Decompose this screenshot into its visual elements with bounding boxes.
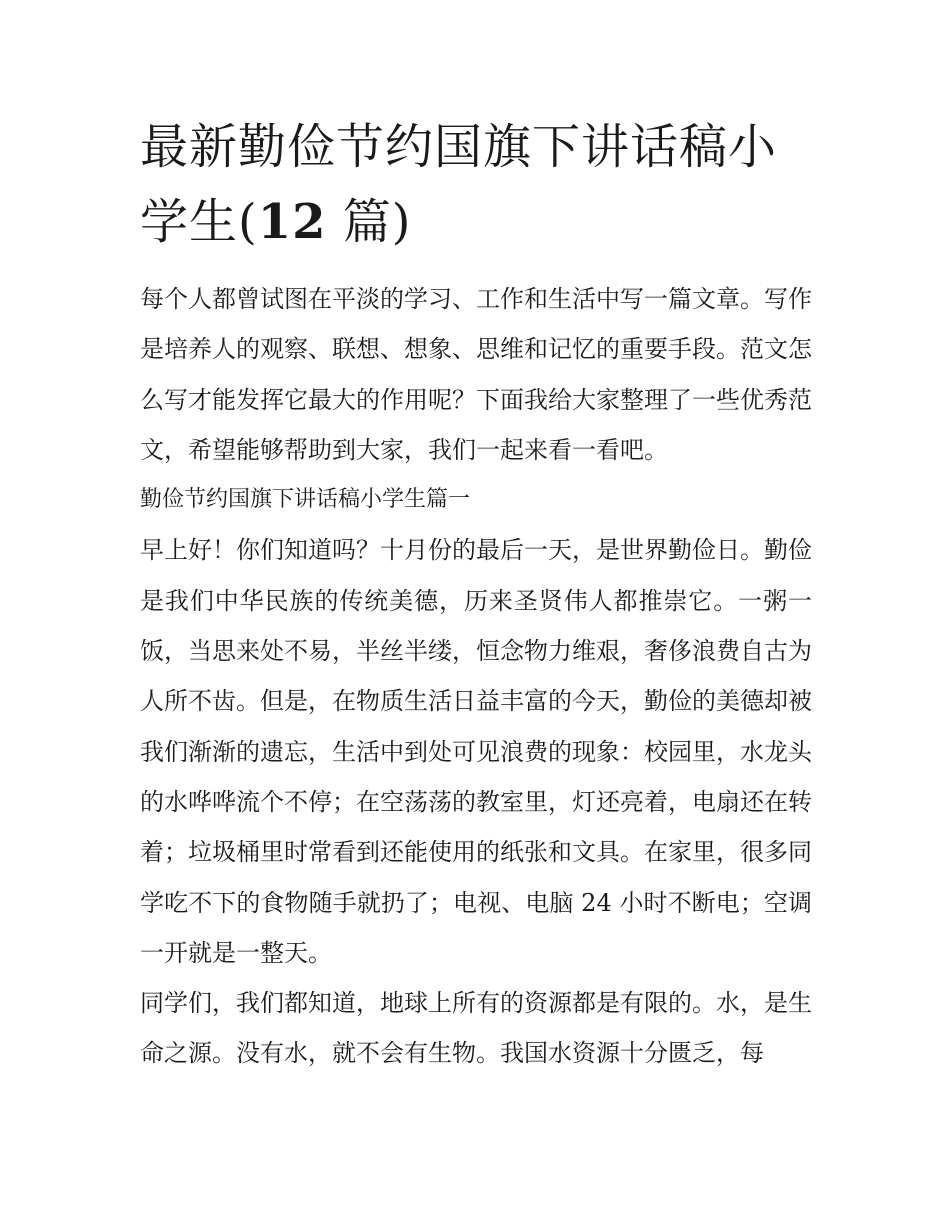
- title-text: 最新勤俭节约国旗下讲话稿小学生(: [140, 119, 778, 250]
- title-count: 12: [257, 194, 327, 250]
- title-suffix: 篇): [326, 194, 412, 250]
- document-page: [140, 110, 812, 1079]
- document-title: [140, 110, 812, 260]
- body-paragraph-1: 早上好！你们知道吗？十月份的最后一天，是世界勤俭日。勤俭是我们中华民族的传统美德，历来圣贤伟人都推崇它。一粥一饭，当思来处不易，半丝半缕，恒念物力维艰，奢侈浪费自古为人所不齿。但是，在物质生活日益丰富的今天，勤俭的美德却被我们渐渐的遗忘，生活中到处可见浪费的现象：校园里，水龙头的水哗哗流个不停；在空荡荡的教室里，灯还亮着，电扇还在转着；垃圾桶里时常看到还能使用的纸张和文具。在家里，很多同学吃不下的食物随手就扔了；电视、电脑 24 小时不断电；空调一开就是一整天。: [140, 536, 812, 967]
- section-heading: 勤俭节约国旗下讲话稿小学生篇一: [140, 487, 471, 513]
- intro-paragraph: 每个人都曾试图在平淡的学习、工作和生活中写一篇文章。写作是培养人的观察、联想、想象、思维和记忆的重要手段。范文怎么写才能发挥它最大的作用呢？下面我给大家整理了一些优秀范文，希望能够帮助到大家，我们一起来看一看吧。: [140, 285, 812, 464]
- body-paragraph-2: 同学们，我们都知道，地球上所有的资源都是有限的。水，是生命之源。没有水，就不会有生物。我国水资源十分匮乏，每: [140, 989, 812, 1068]
